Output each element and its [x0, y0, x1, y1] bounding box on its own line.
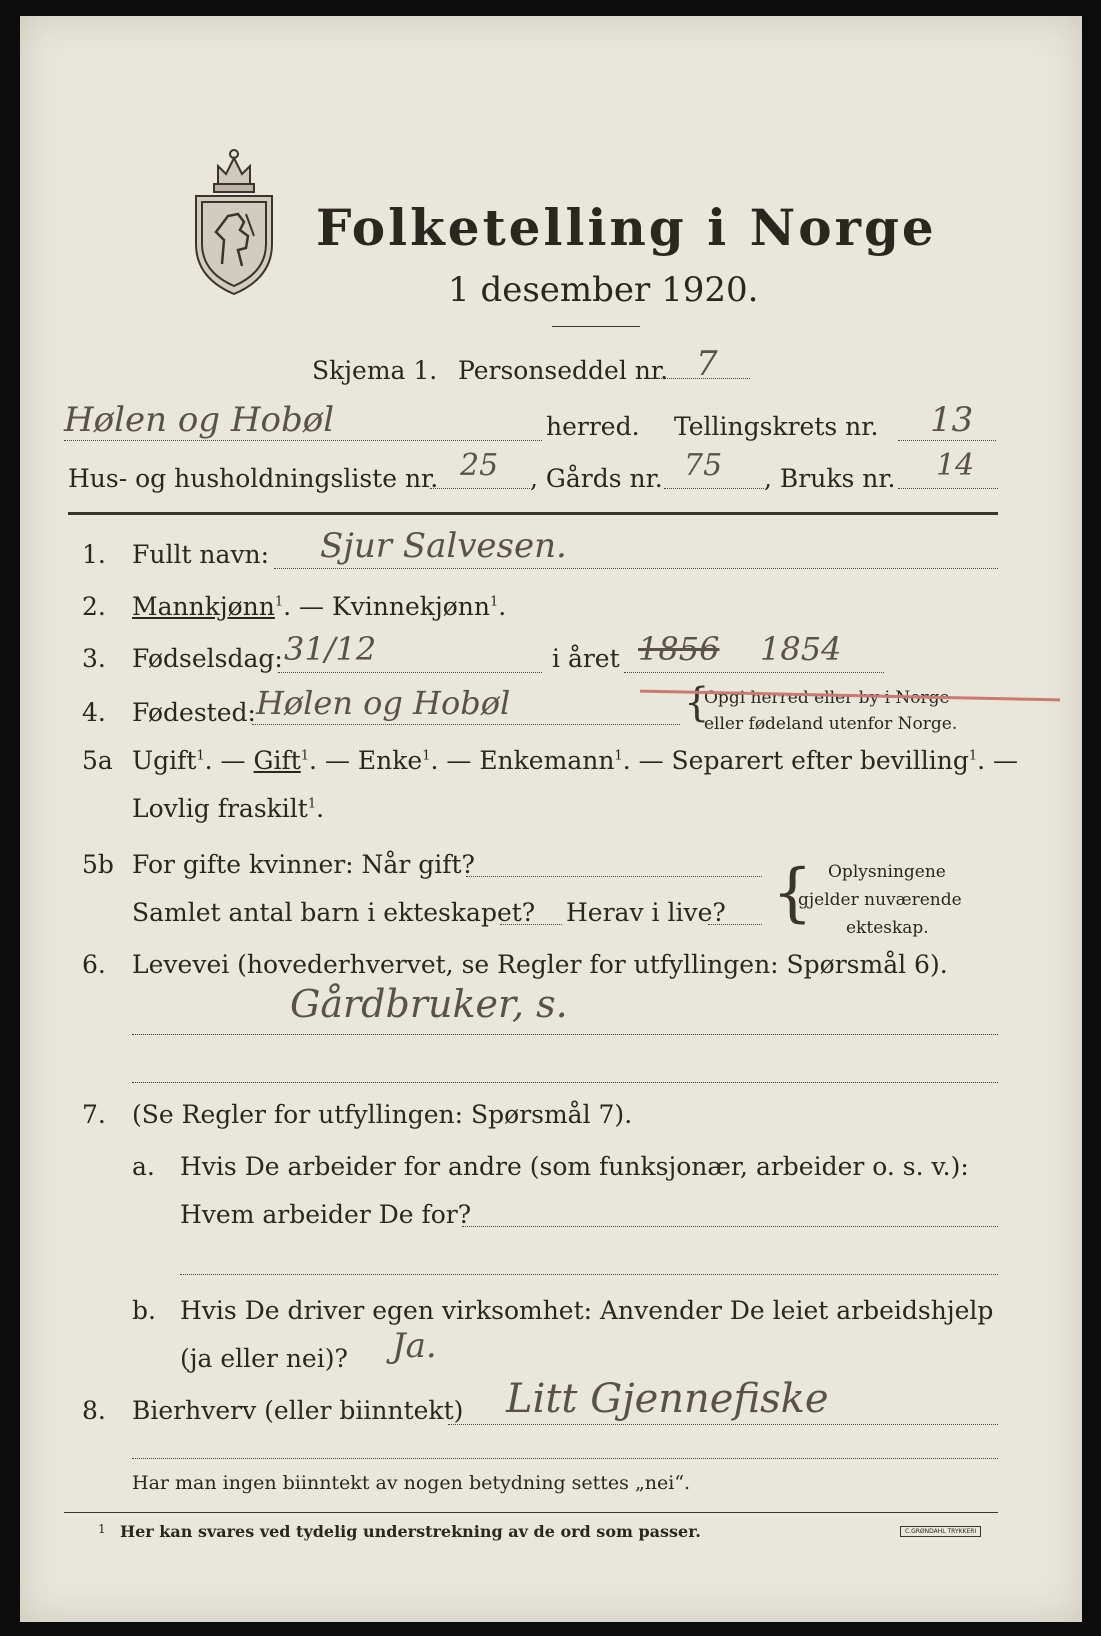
q7a-line1: Hvis De arbeider for andre (som funksjonær, arbeider o. s. v.): — [180, 1152, 969, 1181]
q2-period: . — [283, 592, 292, 621]
q2-number: 2. — [82, 592, 106, 621]
q3-year-value: 1854 — [760, 630, 842, 668]
q7-number: 7. — [82, 1100, 106, 1129]
q5b-number: 5b — [82, 850, 114, 879]
q3-year-label: i året — [552, 644, 620, 673]
q5b-line2: Samlet antal barn i ekteskapet? — [132, 898, 536, 927]
q4-number: 4. — [82, 698, 106, 727]
q5a-status-options: Ugift$^1$. — Gift$^1$. — Enke$^1$. — Enkemann$^1$. — Separert efter bevilling$^1$. — — [132, 746, 1019, 775]
title-divider — [552, 326, 640, 327]
q2-sex-options — [132, 592, 506, 621]
hus-label: Hus- og husholdningsliste nr. — [68, 464, 439, 493]
schema-label: Skjema 1. — [312, 356, 438, 385]
q5b-note3: ekteskap. — [846, 918, 929, 938]
hus-value: 25 — [460, 448, 499, 483]
q5a-number: 5a — [82, 746, 113, 775]
footnote-ref: 1 — [489, 594, 499, 610]
q5a-gift: Gift — [253, 746, 301, 775]
q3-label: Fødselsdag: — [132, 644, 283, 673]
personseddel-value: 7 — [696, 344, 718, 384]
q1-number: 1. — [82, 540, 106, 569]
norway-coat-of-arms-icon — [188, 144, 280, 296]
q7b-line1: Hvis De driver egen virksomhet: Anvender De leiet arbeidshjelp — [180, 1296, 994, 1325]
gards-label: , Gårds nr. — [530, 464, 663, 493]
q5a-enkemann: Enkemann — [479, 746, 615, 775]
q5a-separert: Separert efter bevilling — [671, 746, 969, 775]
q5b-line1: For gifte kvinner: Når gift? — [132, 850, 475, 879]
footnote-ref: 1 — [968, 748, 978, 764]
bruks-label: , Bruks nr. — [764, 464, 896, 493]
herred-label: herred. — [546, 412, 640, 441]
q8-value: Litt Gjennefiske — [506, 1376, 829, 1422]
tellingskrets-value: 13 — [930, 400, 974, 440]
footnote-marker: 1 — [98, 1522, 106, 1536]
q2-female-option: Kvinnekjønn — [332, 592, 490, 621]
header-rule — [68, 512, 998, 515]
q5b-note2: gjelder nuværende — [798, 890, 962, 910]
footnote-ref: 1 — [300, 748, 310, 764]
footnote-ref: 1 — [274, 594, 284, 610]
q5b-line2b: Herav i live? — [566, 898, 726, 927]
gards-value: 75 — [684, 448, 723, 483]
bruks-value: 14 — [936, 448, 975, 483]
q5a-enke: Enke — [357, 746, 423, 775]
tellingskrets-label: Tellingskrets nr. — [674, 412, 879, 441]
printer-stamp: C.GRØNDAHL TRYKKERI — [900, 1526, 981, 1537]
footnote-ref: 1 — [196, 748, 205, 764]
footnote-ref: 1 — [422, 748, 431, 764]
q4-label: Fødested: — [132, 698, 256, 727]
form-date: 1 desember 1920. — [448, 270, 759, 310]
q6-label: Levevei (hovederhvervet, se Regler for utfyllingen: Spørsmål 6). — [132, 950, 948, 979]
q1-label: Fullt navn: — [132, 540, 270, 569]
q2-male-option: Mannkjønn — [132, 592, 275, 621]
footnote-rule — [64, 1512, 998, 1513]
q7b-line2: (ja eller nei)? — [180, 1344, 348, 1373]
form-title: Folketelling i Norge — [316, 198, 937, 257]
q5a-fraskilt: Lovlig fraskilt — [132, 794, 308, 823]
q4-birthplace-value: Hølen og Hobøl — [256, 684, 511, 722]
q6-number: 6. — [82, 950, 106, 979]
q7a-line2: Hvem arbeider De for? — [180, 1200, 472, 1229]
q4-note-line1: Opgi herred eller by i Norge — [704, 688, 950, 708]
nei-note: Har man ingen biinntekt av nogen betydning settes „nei“. — [132, 1472, 691, 1494]
q7b-value: Ja. — [392, 1326, 437, 1366]
q5a-ugift: Ugift — [132, 746, 197, 775]
q4-note-line2: eller fødeland utenfor Norge. — [704, 714, 958, 734]
q6-occupation-value: Gårdbruker, s. — [290, 982, 568, 1026]
census-form-page — [20, 16, 1082, 1622]
q1-full-name: Sjur Salvesen. — [320, 526, 567, 566]
q5b-note1: Oplysningene — [828, 862, 946, 882]
q2-period: . — [498, 592, 507, 621]
footnote-ref: 1 — [307, 796, 317, 812]
q7a-letter: a. — [132, 1152, 155, 1181]
q3-year-struck: 1856 — [638, 630, 720, 668]
q7b-letter: b. — [132, 1296, 156, 1325]
q5a-fraskilt-line: Lovlig fraskilt$^1$. — [132, 794, 325, 823]
q8-number: 8. — [82, 1396, 106, 1425]
q7-label: (Se Regler for utfyllingen: Spørsmål 7). — [132, 1100, 633, 1129]
q2-dash: — — [291, 592, 332, 621]
personseddel-label: Personseddel nr. — [458, 356, 669, 385]
q3-number: 3. — [82, 644, 106, 673]
footnote-ref: 1 — [614, 748, 623, 764]
q5b-note-brace: { — [772, 856, 813, 930]
herred-value: Hølen og Hobøl — [64, 400, 335, 440]
q3-birthday-value: 31/12 — [284, 630, 377, 668]
q4-note-brace: { — [684, 680, 710, 726]
q8-label: Bierhverv (eller biinntekt) — [132, 1396, 464, 1425]
footnote-text: Her kan svares ved tydelig understrekning av de ord som passer. — [120, 1522, 701, 1541]
